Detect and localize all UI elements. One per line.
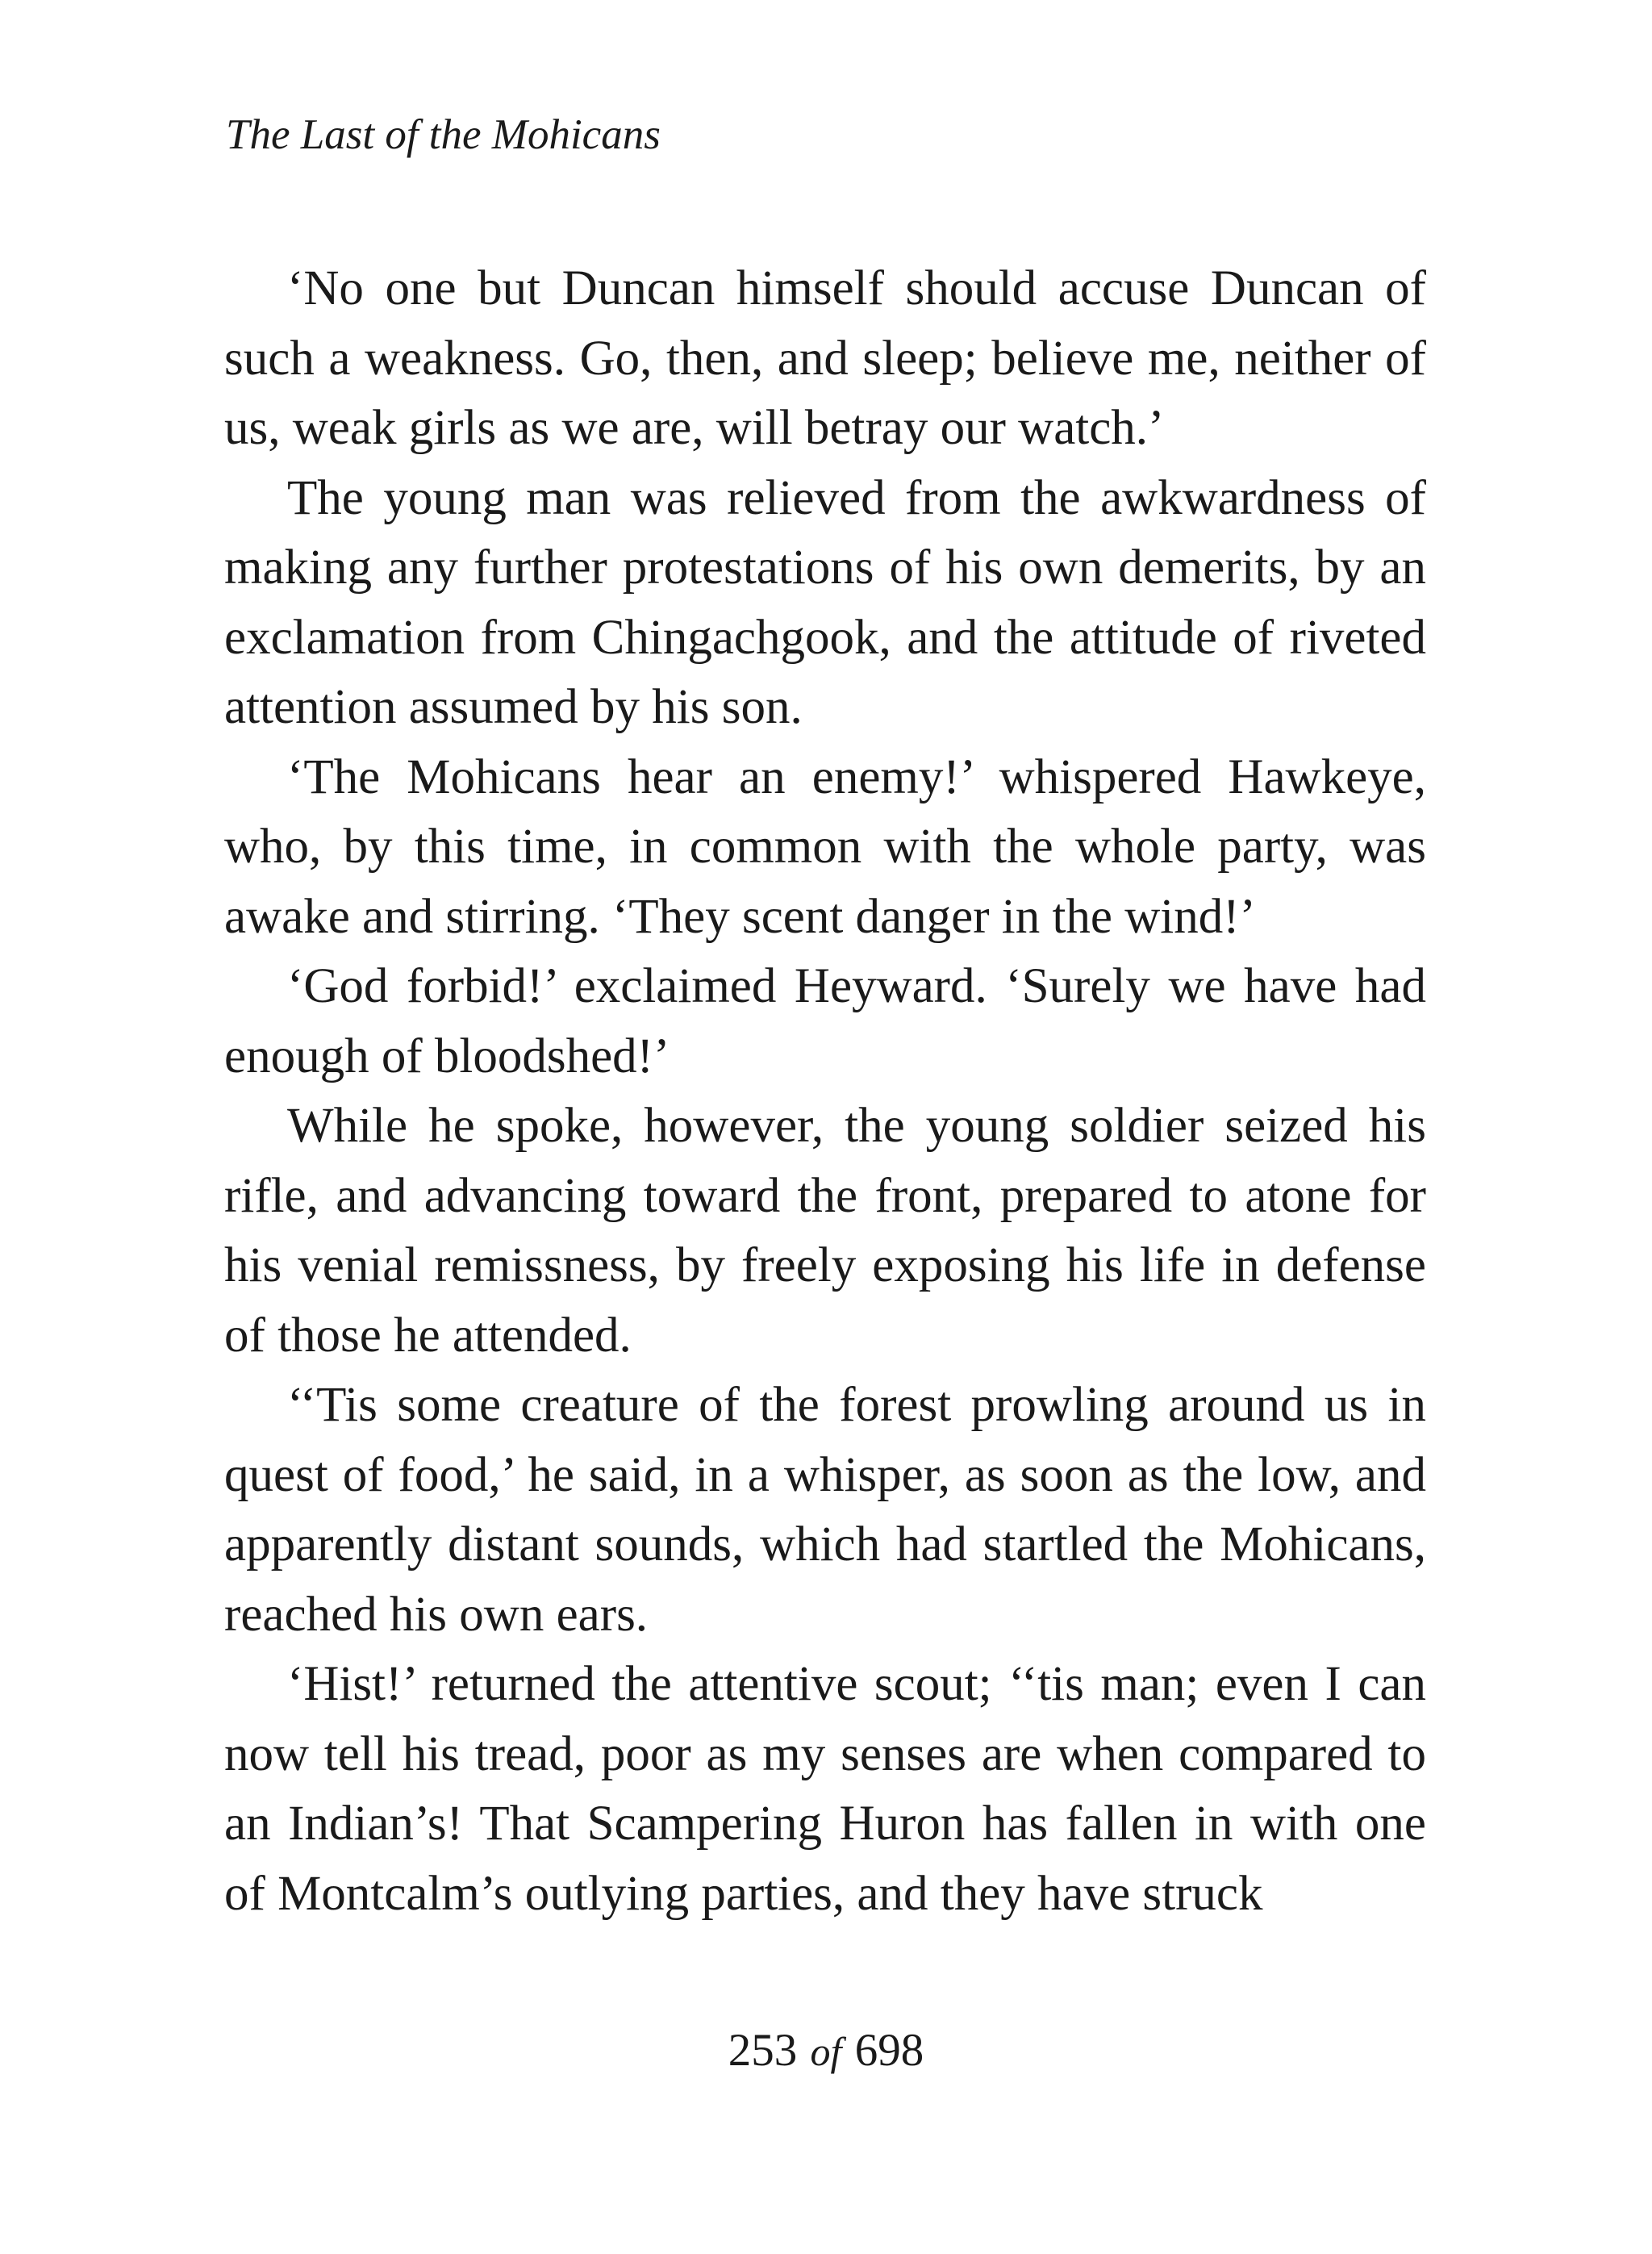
total-page-count: 698 [854, 2025, 924, 2076]
paragraph: ‘The Mohicans hear an enemy!’ whispered Hawkeye, who, by this time, in common with the whole party, was awake and stirring. ‘They scent danger in the wind!’ [224, 749, 1426, 944]
page-body-text [224, 254, 1426, 1929]
paragraph: The young man was relieved from the awkwardness of making any further protestations of his own demerits, by an exclamation from Chingachgook, and the attitude of riveted attention assumed by his son. [224, 470, 1426, 734]
paragraph: While he spoke, however, the young soldier seized his rifle, and advancing toward the front, prepared to atone for his venial remissness, by freely exposing his life in defense of those he attended. [224, 1099, 1426, 1363]
current-page-number: 253 [728, 2025, 798, 2076]
running-header-title: The Last of the Mohicans [226, 111, 661, 158]
paragraph: ‘Hist!’ returned the attentive scout; ‘‘tis man; even I can now tell his tread, poor as my senses are when compared to an Indian’s! That Scampering Huron has fallen in with one of Montcalm’s outlying parties, and they have struck [224, 1657, 1426, 1921]
paragraph: ‘No one but Duncan himself should accuse Duncan of such a weakness. Go, then, and sleep; believe me, neither of us, weak girls as we are, will betray our watch.’ [224, 261, 1426, 455]
paragraph: ‘God forbid!’ exclaimed Heyward. ‘Surely we have had enough of bloodshed!’ [224, 959, 1426, 1083]
page-number [0, 2022, 1652, 2080]
page-of-label: of [810, 2029, 842, 2074]
paragraph: ‘‘Tis some creature of the forest prowling around us in quest of food,’ he said, in a whisper, as soon as the low, and apparently distant sounds, which had startled the Mohicans, reached his own ears. [224, 1378, 1426, 1642]
